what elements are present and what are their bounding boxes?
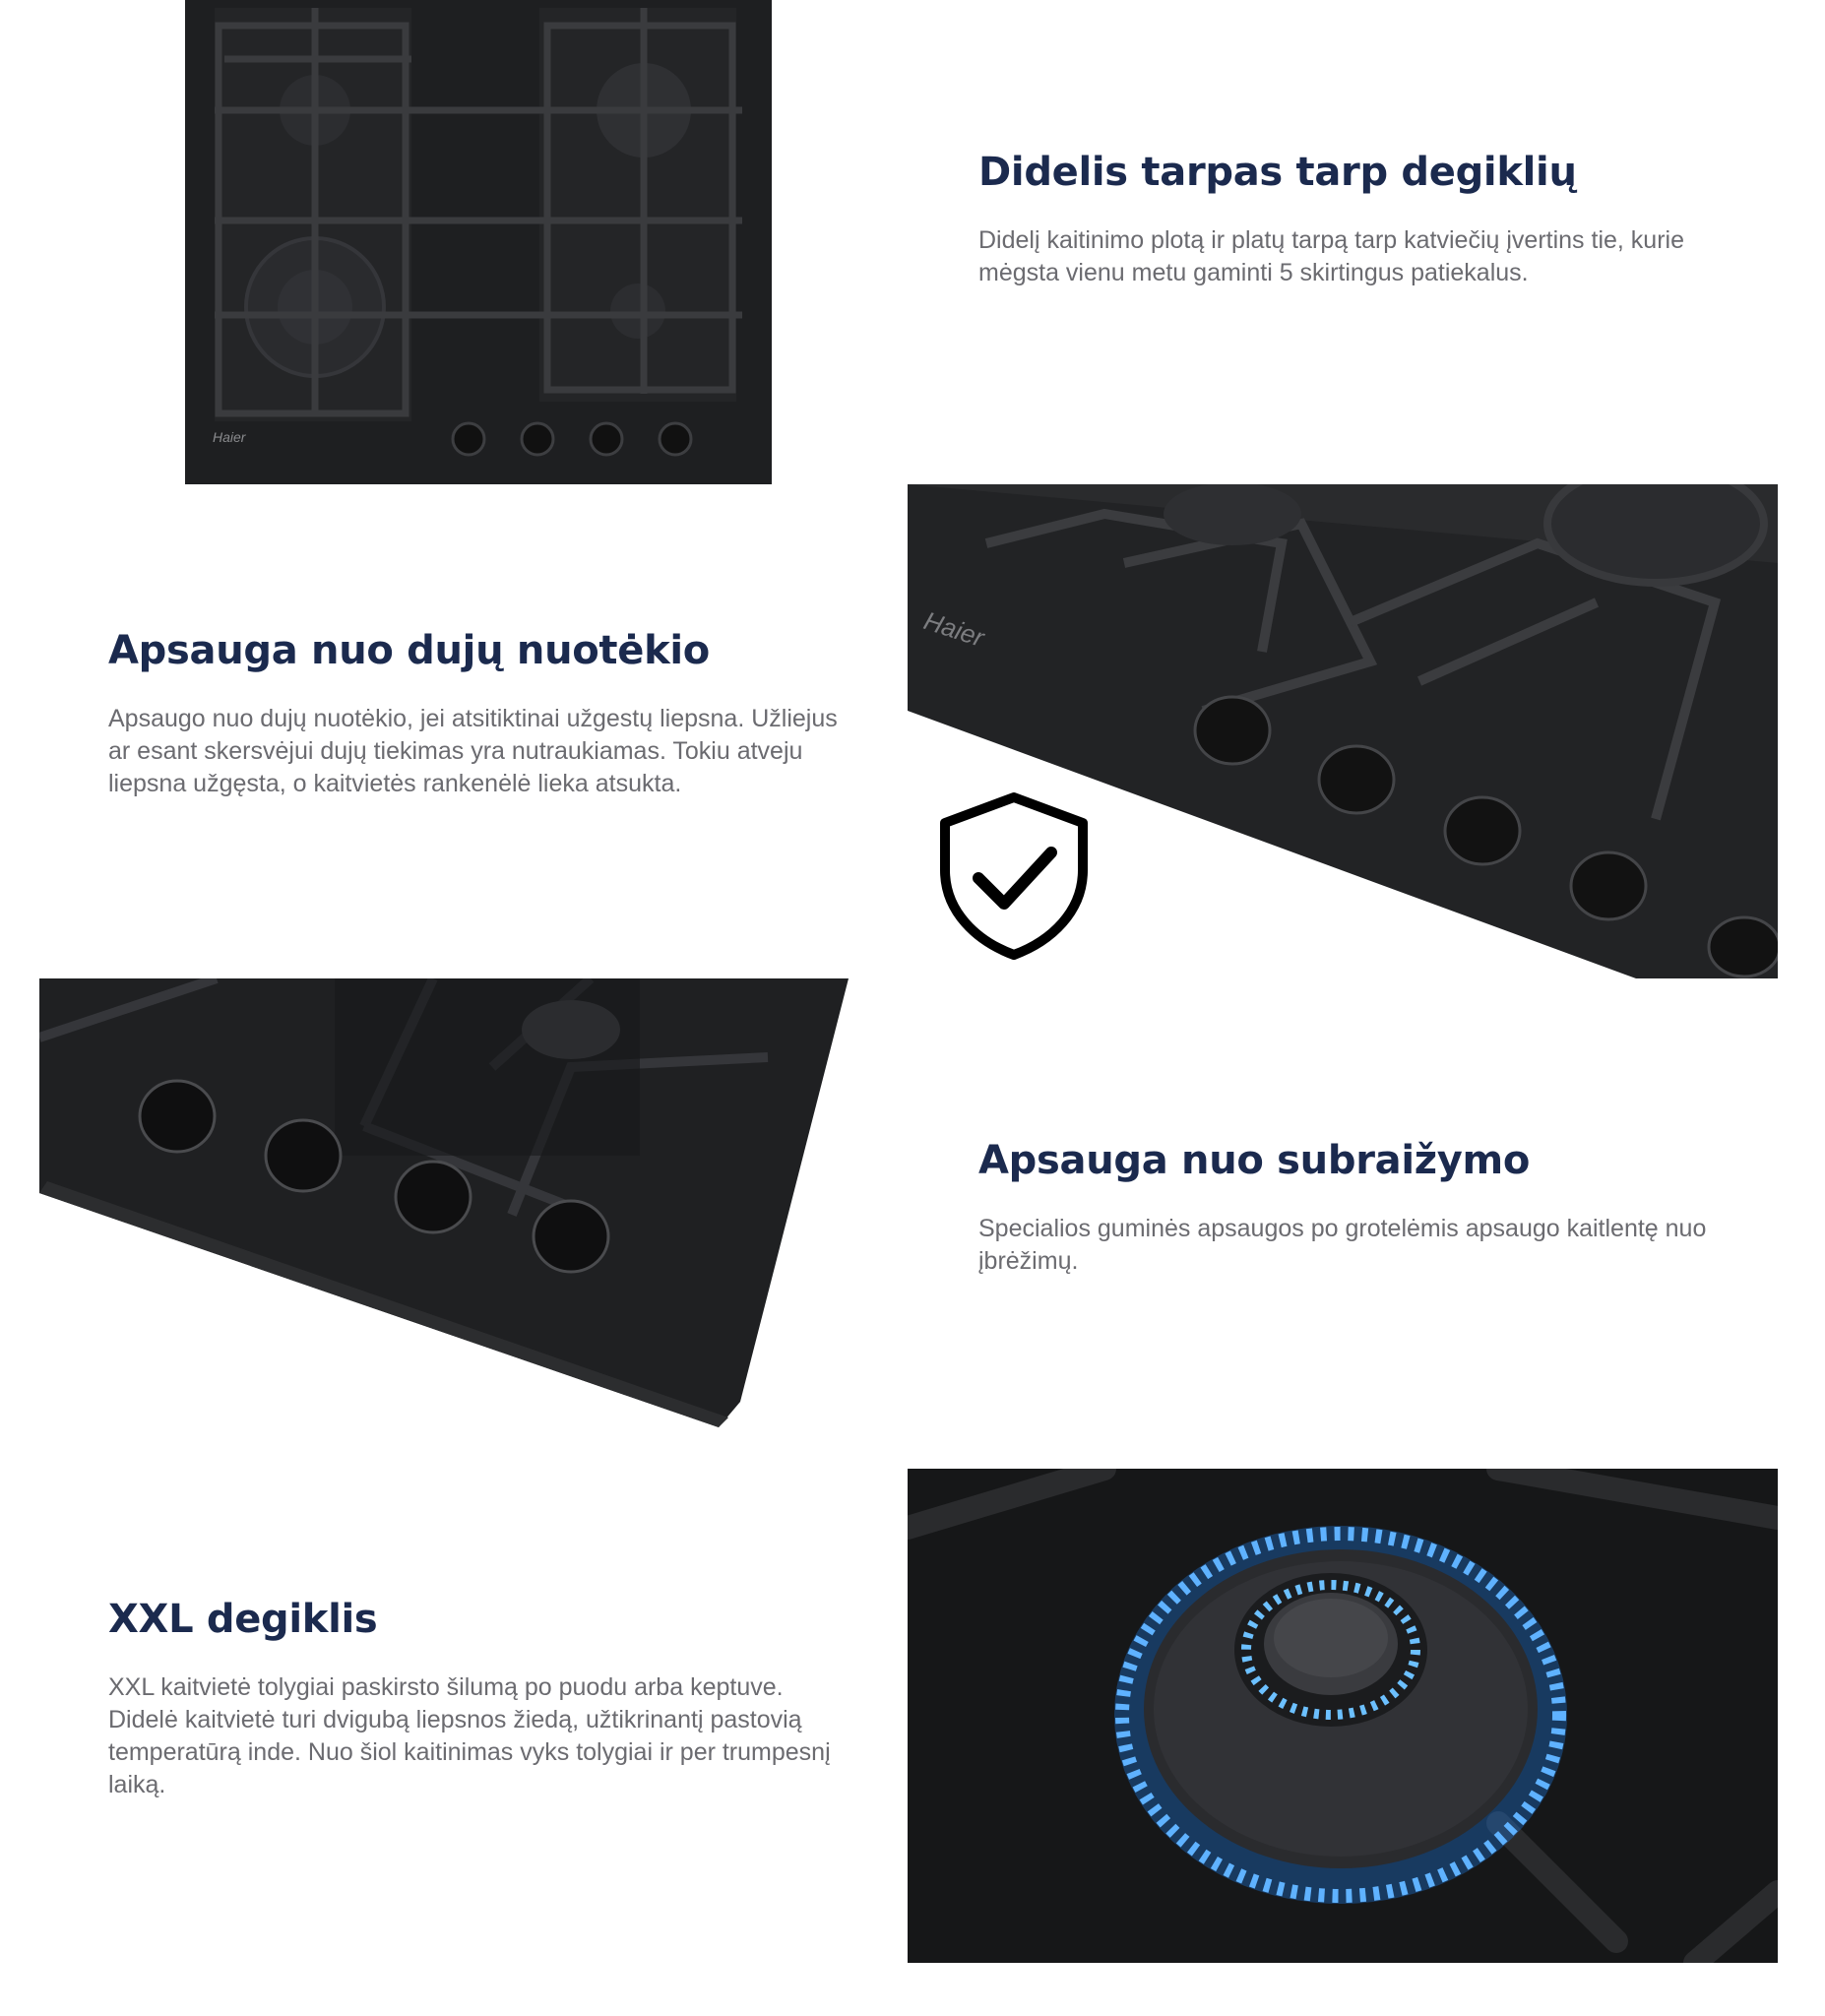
feature-description: Apsaugo nuo dujų nuotėkio, jei atsitiktinai užgestų liepsna. Užliejus ar esant skersvėjui dujų tiekimas yra nutraukiamas. Tokiu atveju liepsna užgęsta, o kaitvietės rankenėlė lieka atsukta. <box>108 705 838 797</box>
feature-title: Apsauga nuo subraižymo <box>978 1138 1531 1183</box>
feature-scratch-protection <box>978 1138 1707 1278</box>
feature-gas-leak-protection <box>108 628 847 800</box>
feature-description: Specialios guminės apsaugos po grotelėmis apsaugo kaitlentę nuo įbrėžimų. <box>978 1215 1707 1275</box>
hob-corner-knobs-image <box>39 978 849 1427</box>
feature-title: XXL degiklis <box>108 1597 378 1642</box>
brand-logo: Haier <box>920 605 988 653</box>
shield-check-icon <box>935 791 1093 961</box>
feature-wide-spacing <box>978 150 1707 289</box>
feature-description: XXL kaitvietė tolygiai paskirsto šilumą po puodu arba keptuve. Didelė kaitvietė turi dvigubą liepsnos žiedą, užtikrinantį pastovią temperatūrą inde. Nuo šiol kaitinimas vyks tolygiai ir per trumpesnį laiką. <box>108 1673 831 1798</box>
feature-description: Didelį kaitinimo plotą ir platų tarpą tarp katviečių įvertins tie, kurie mėgsta vienu metu gaminti 5 skirtingus patiekalus. <box>978 226 1684 286</box>
hob-top-view-image <box>185 0 772 484</box>
feature-title: Didelis tarpas tarp degiklių <box>978 150 1577 195</box>
feature-title: Apsauga nuo dujų nuotėkio <box>108 628 710 673</box>
hob-knobs-angled-image <box>908 484 1778 978</box>
xxl-burner-flame-image <box>908 1469 1778 1963</box>
brand-logo: Haier <box>213 429 246 445</box>
feature-xxl-burner <box>108 1597 847 1801</box>
